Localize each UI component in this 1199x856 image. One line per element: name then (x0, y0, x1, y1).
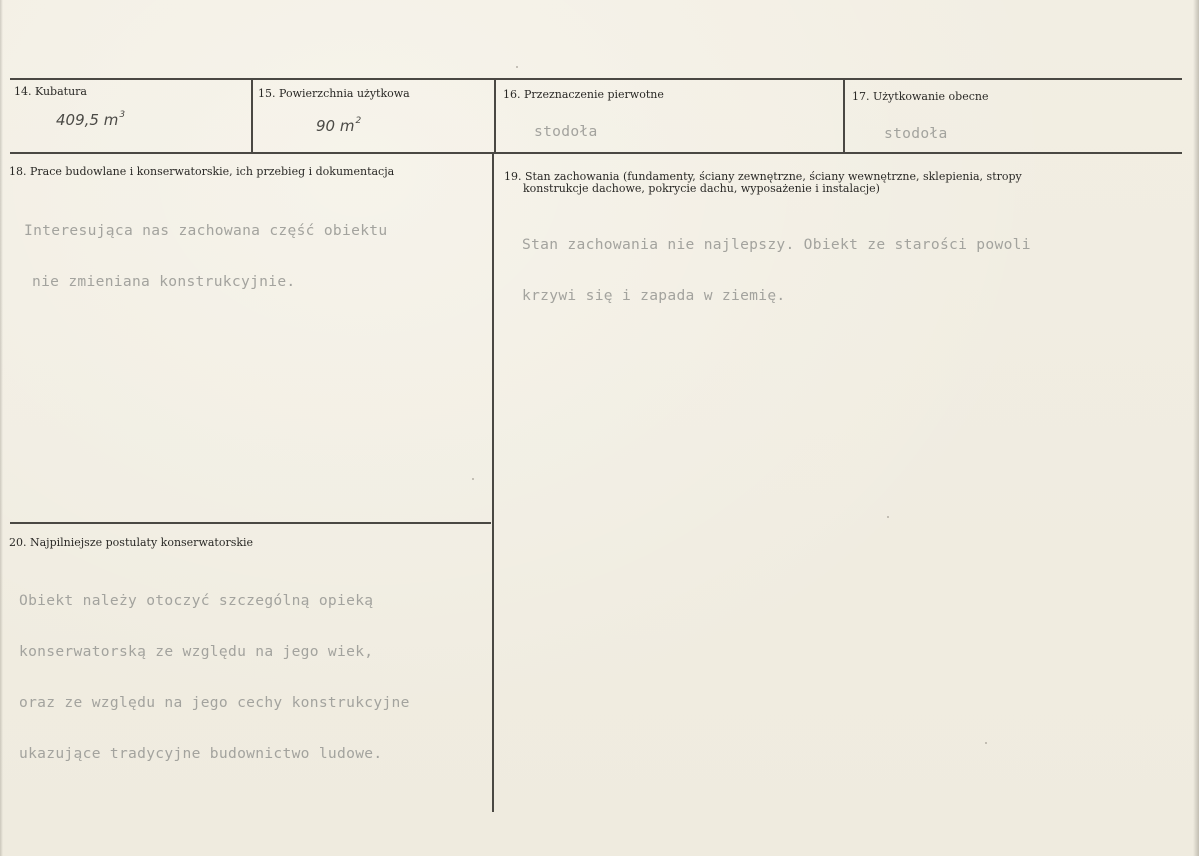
field-18-label: 18. Prace budowlane i konserwatorskie, ich przebieg i dokumentacja (9, 165, 395, 178)
field-15-value-exponent: 2 (355, 116, 362, 126)
scan-edge-right (1193, 0, 1199, 856)
field-18-line: Interesująca nas zachowana część obiektu (24, 222, 388, 239)
field-20-line: ukazujące tradycyjne budownictwo ludowe. (19, 745, 383, 762)
col-divider-15-16 (494, 79, 496, 153)
field-19-label-line1: 19. Stan zachowania (fundamenty, ściany zewnętrzne, ściany wewnętrzne, sklepienia, stropy (504, 170, 1022, 183)
field-20-text (19, 558, 410, 796)
field-19-line: krzywi się i zapada w ziemię. (522, 287, 786, 304)
field-16-label: 16. Przeznaczenie pierwotne (503, 88, 664, 101)
field-17-value: stodoła (884, 125, 948, 142)
field-14-label: 14. Kubatura (14, 85, 87, 98)
paper-speck (516, 66, 518, 68)
paper-speck (985, 742, 987, 744)
field-20-line: oraz ze względu na jego cechy konstrukcyjne (19, 694, 410, 711)
field-19-line: Stan zachowania nie najlepszy. Obiekt ze starości powoli (522, 236, 1031, 253)
field-15-value (316, 116, 361, 135)
field-14-value-exponent: 3 (119, 110, 126, 120)
row1-bottom-line (10, 152, 1182, 154)
scan-edge-left (0, 0, 3, 856)
paper-speck (472, 478, 474, 480)
section-18-20-divider (10, 522, 491, 524)
col-divider-14-15 (251, 79, 253, 153)
field-19-label-line2: konstrukcje dachowe, pokrycie dachu, wyposażenie i instalacje) (523, 182, 880, 195)
main-vertical-divider (492, 153, 494, 812)
top-border-line (10, 78, 1182, 80)
field-16-value: stodoła (534, 123, 598, 140)
field-18-line: nie zmieniana konstrukcyjnie. (32, 273, 296, 290)
field-14-value-text: 409,5 m (56, 111, 119, 129)
field-18-text (24, 188, 387, 324)
col-divider-16-17 (843, 79, 845, 153)
field-20-label: 20. Najpilniejsze postulaty konserwatorskie (9, 536, 254, 549)
field-15-label: 15. Powierzchnia użytkowa (258, 87, 410, 100)
paper-speck (887, 516, 889, 518)
field-15-value-text: 90 m (316, 117, 355, 135)
field-14-value (56, 110, 125, 129)
field-17-label: 17. Użytkowanie obecne (852, 90, 989, 103)
field-19-text (522, 202, 1031, 338)
field-20-line: Obiekt należy otoczyć szczególną opieką (19, 592, 374, 609)
field-20-line: konserwatorską ze względu na jego wiek, (19, 643, 374, 660)
